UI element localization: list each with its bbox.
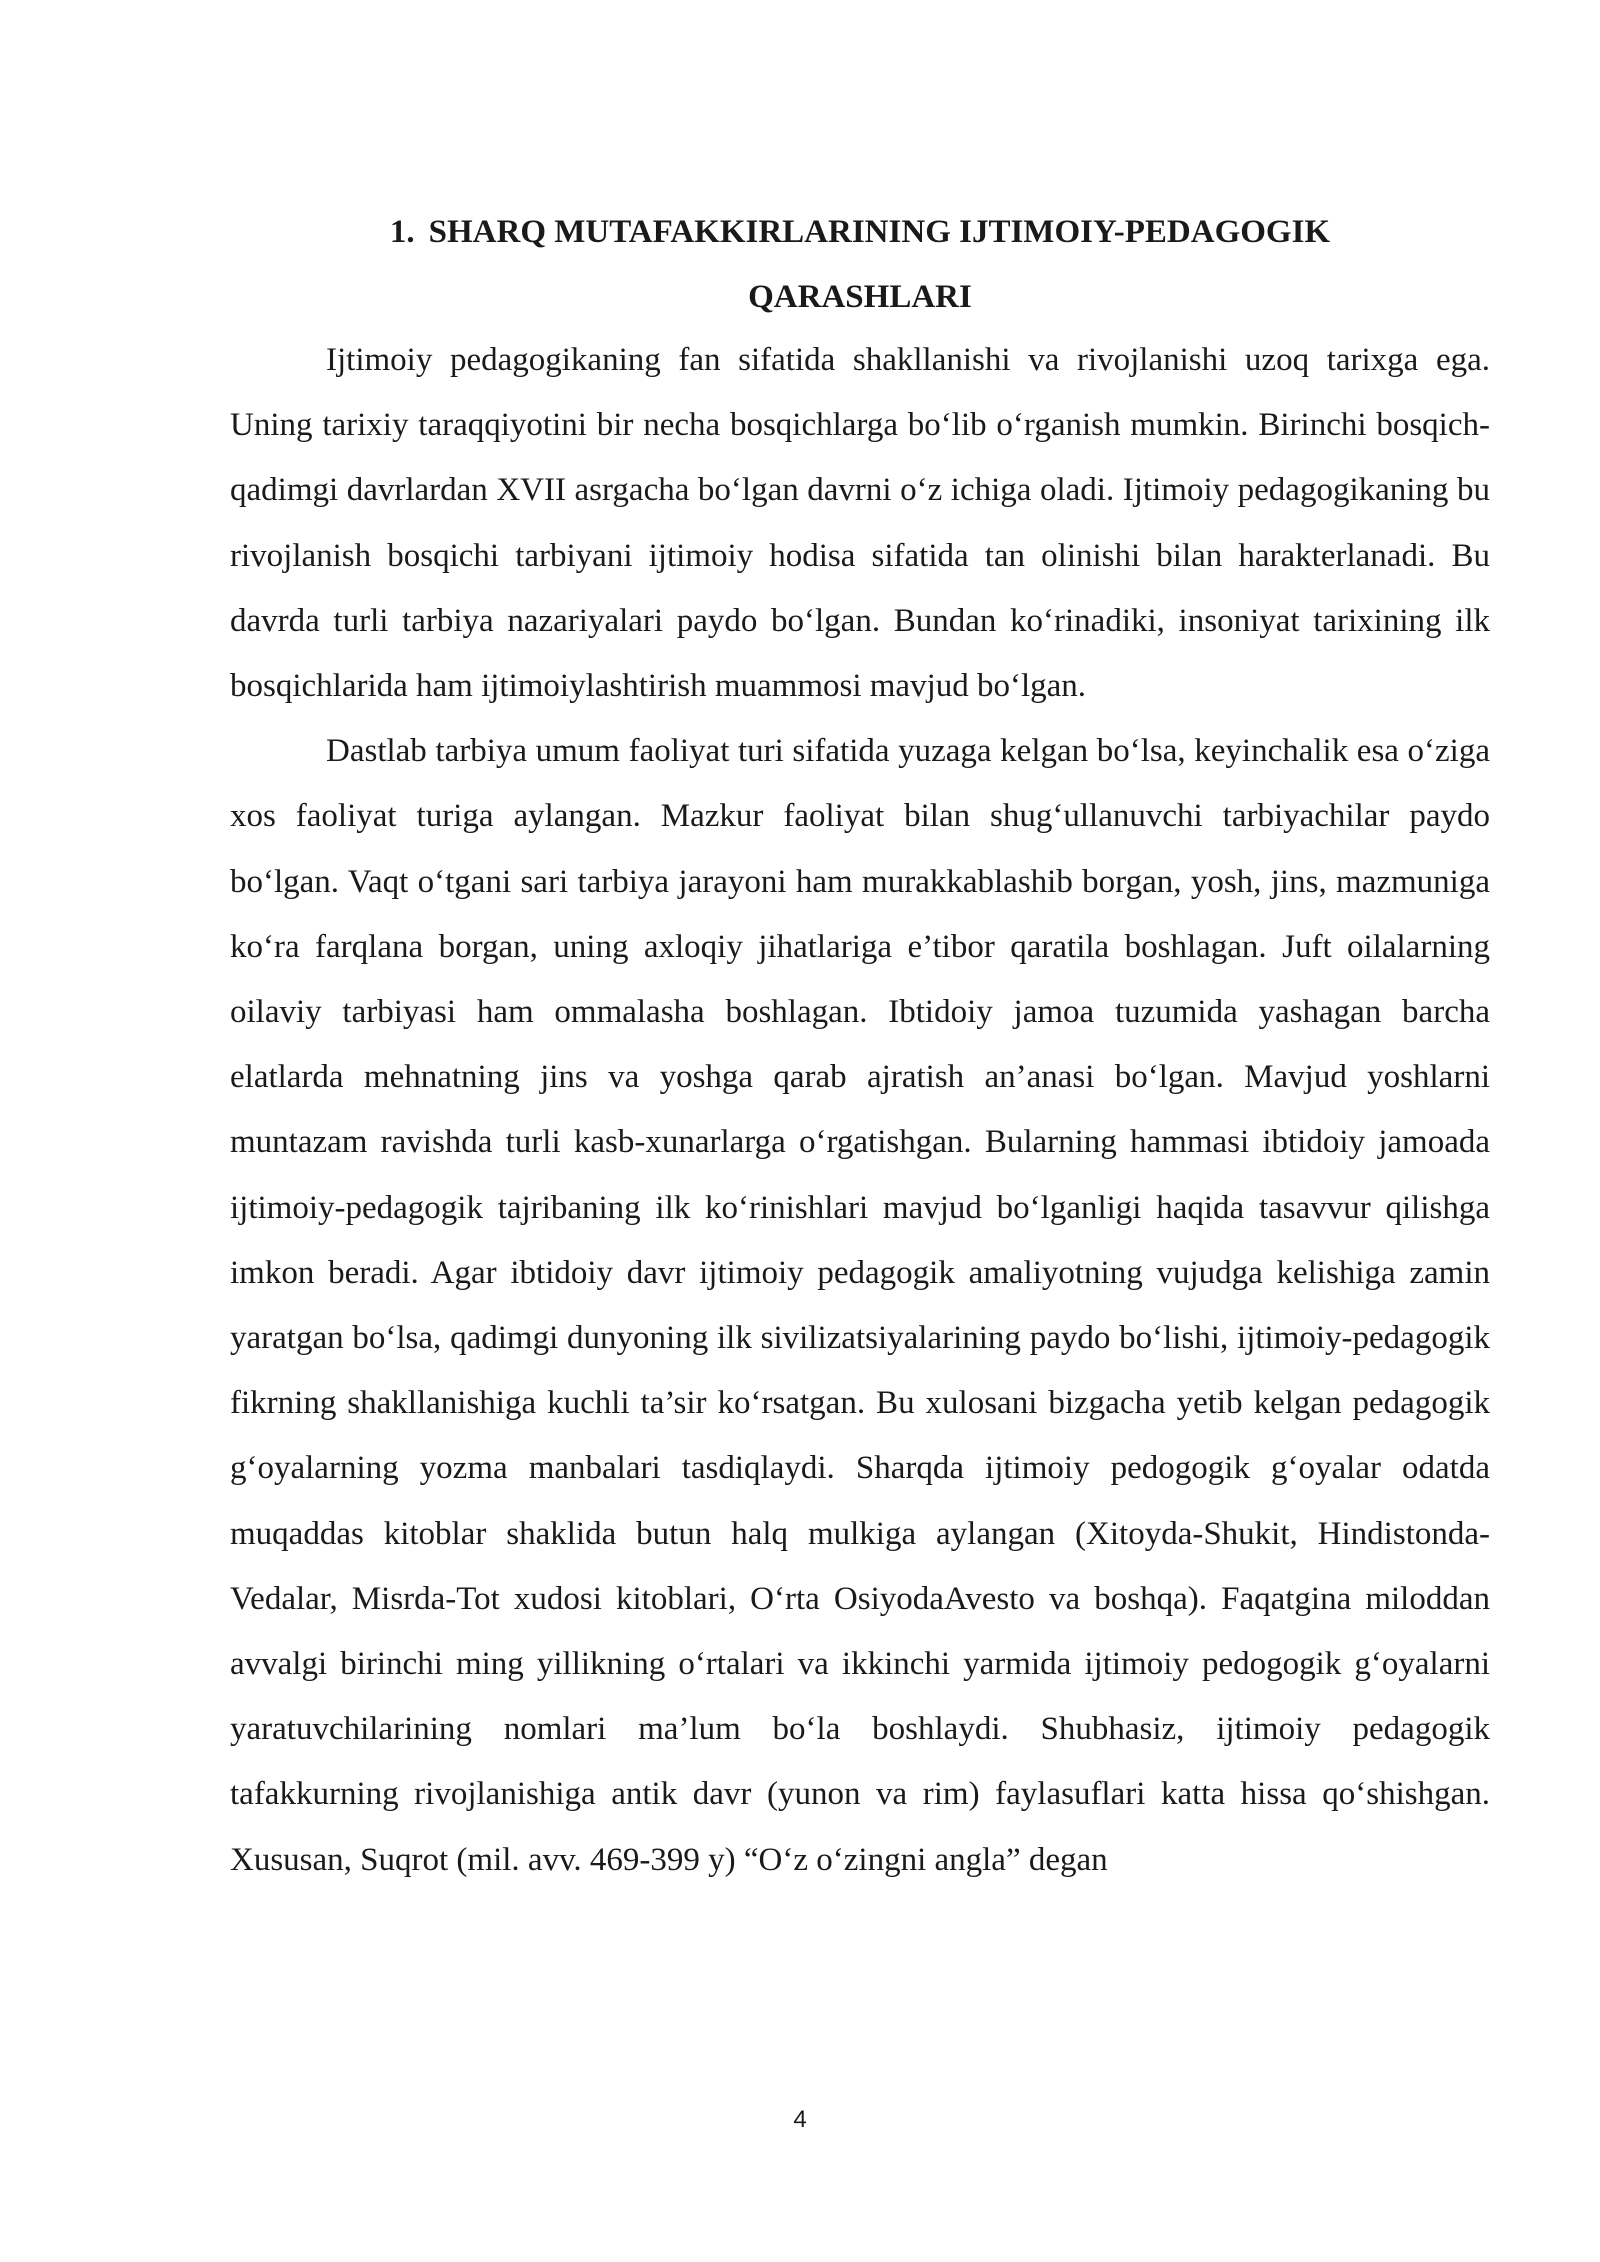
page-number: 4: [793, 2106, 807, 2133]
paragraph-2: Dastlab tarbiya umum faoliyat turi sifatida yuzaga kelgan boʻlsa, keyinchalik esa oʻziga xos faoliyat turiga aylangan. Mazkur faoliyat bilan shugʻullanuvchi tarbiyachilar paydo boʻlgan. Vaqt oʻtgani sari tarbiya jarayoni ham murakkablashib borgan, yosh, jins, mazmuniga koʻra farqlana borgan, uning axloqiy jihatlariga e’tibor qaratila boshlagan. Juft oilalarning oilaviy tarbiyasi ham ommalasha boshlagan. Ibtidoiy jamoa tuzumida yashagan barcha elatlarda mehnatning jins va yoshga qarab ajratish an’anasi boʻlgan. Mavjud yoshlarni muntazam ravishda turli kasb-xunarlarga oʻrgatishgan. Bularning hammasi ibtidoiy jamoada ijtimoiy-pedagogik tajribaning ilk koʻrinishlari mavjud boʻlganligi haqida tasavvur qilishga imkon beradi. Agar ibtidoiy davr ijtimoiy pedagogik amaliyotning vujudga kelishiga zamin yaratgan boʻlsa, qadimgi dunyoning ilk sivilizatsiyalarining paydo boʻlishi, ijtimoiy-pedagogik fikrning shakllanishiga kuchli ta’sir koʻrsatgan. Bu xulosani bizgacha yetib kelgan pedagogik gʻoyalarning yozma manbalari tasdiqlaydi. Sharqda ijtimoiy pedogogik gʻoyalar odatda muqaddas kitoblar shaklida butun halq mulkiga aylangan (Xitoyda-Shukit, Hindistonda-Vedalar, Misrda-Tot xudosi kitoblari, Oʻrta OsiyodaAvesto va boshqa). Faqatgina miloddan avvalgi birinchi ming yillikning oʻrtalari va ikkinchi yarmida ijtimoiy pedogogik gʻoyalarni yaratuvchilarining nomlari ma’lum boʻla boshlaydi. Shubhasiz, ijtimoiy pedagogik tafakkurning rivojlanishiga antik davr (yunon va rim) faylasuflari katta hissa qoʻshishgan. Xususan, Suqrot (mil. avv. 469-399 y) “Oʻz oʻzingni angla” degan: [230, 733, 1490, 1878]
chapter-heading: [230, 200, 1490, 330]
chapter-title-line-2: QARASHLARI: [748, 279, 972, 315]
chapter-number: 1.: [389, 214, 415, 250]
paragraph-1: Ijtimoiy pedagogikaning fan sifatida shakllanishi va rivojlanishi uzoq tarixga ega. Uning tarixiy taraqqiyotini bir necha bosqichlarga boʻlib oʻrganish mumkin. Birinchi bosqich-qadimgi davrlardan XVII asrgacha boʻlgan davrni oʻz ichiga oladi. Ijtimoiy pedagogikaning bu rivojlanish bosqichi tarbiyani ijtimoiy hodisa sifatida tan olinishi bilan harakterlanadi. Bu davrda turli tarbiya nazariyalari paydo boʻlgan. Bundan koʻrinadiki, insoniyat tarixining ilk bosqichlarida ham ijtimoiylashtirish muammosi mavjud boʻlgan.: [230, 342, 1490, 705]
body-text: [230, 328, 1490, 1893]
chapter-title-line-1: SHARQ MUTAFAKKIRLARINING IJTIMOIY-PEDAGOGIK: [428, 214, 1331, 250]
